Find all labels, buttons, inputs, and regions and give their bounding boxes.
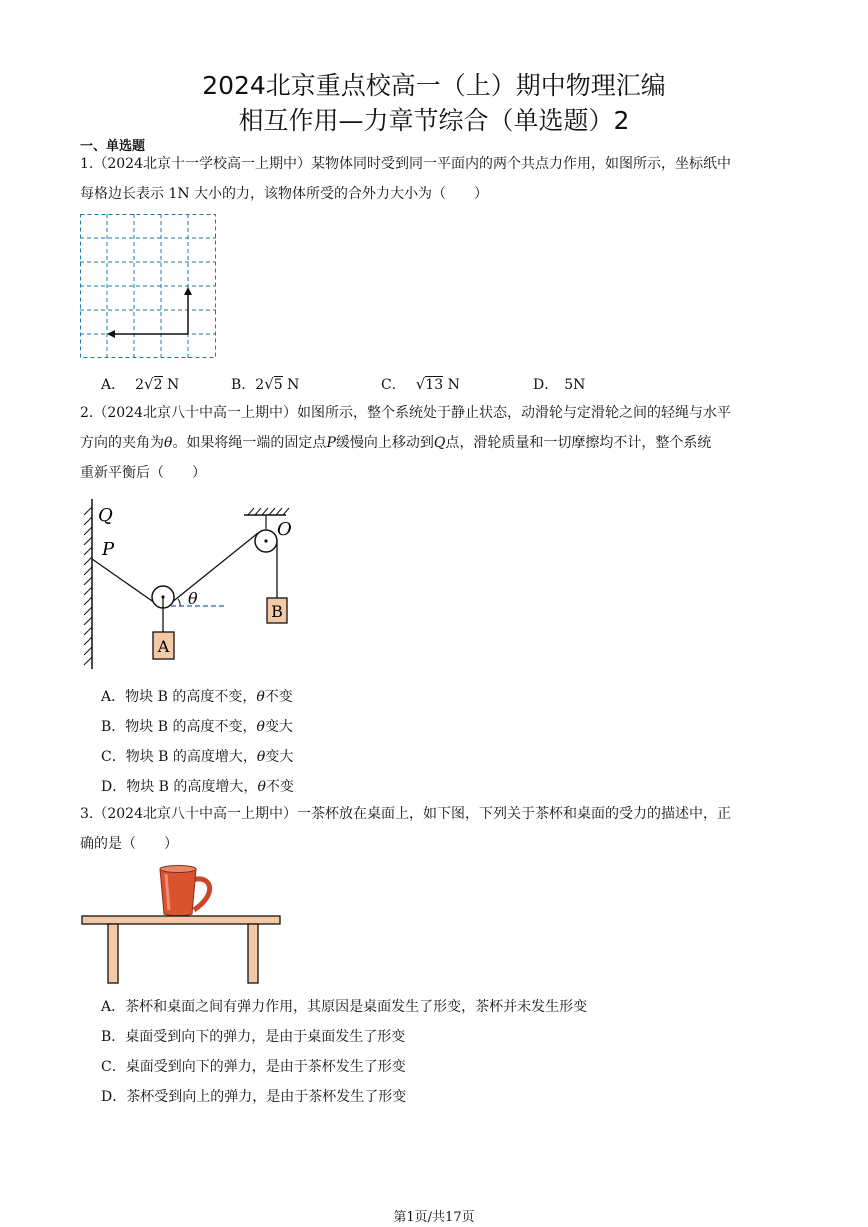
sqrt-symbol: √: [144, 375, 154, 393]
section-heading: 一、单选题: [80, 139, 146, 154]
q1-option-a[interactable]: A． 2√2 N: [101, 375, 180, 393]
q2-stem-line-1: 2.（2024北京八十中高一上期中）如图所示，整个系统处于静止状态，动滑轮与定滑轮之间的轻绳与水平: [80, 405, 731, 421]
q2-label-q: Q: [98, 505, 113, 526]
svg-text:B: B: [271, 602, 283, 621]
q2-option-a[interactable]: A．物块 B 的高度不变，θ不变: [101, 689, 293, 705]
title-line-2: 相互作用—力章节综合（单选题）2: [238, 106, 630, 135]
q2-label-o: O: [277, 519, 292, 540]
q3-option-a[interactable]: A．茶杯和桌面之间有弹力作用，其原因是桌面发生了形变，茶杯并未发生形变: [101, 999, 588, 1015]
q1-grid-lines: [80, 214, 216, 358]
svg-text:A: A: [157, 637, 170, 656]
q2-option-b[interactable]: B．物块 B 的高度不变，θ变大: [101, 719, 293, 735]
q1-option-d[interactable]: D． 5N: [533, 377, 586, 393]
q2-label-p: P: [102, 539, 115, 560]
q1-option-b[interactable]: B．2√5 N: [231, 375, 300, 393]
q1-option-c[interactable]: C． √13 N: [381, 375, 460, 393]
q2-label-theta: θ: [188, 589, 198, 608]
q3-table-leg-right: [248, 924, 258, 983]
q1-stem-line-1: 1.（2024北京十一学校高一上期中）某物体同时受到同一平面内的两个共点力作用，如图所示，坐标纸中: [80, 156, 731, 172]
q2-wall-hatching: [84, 507, 92, 665]
q1-force-grid-figure: [80, 214, 218, 360]
q1-stem-line-2: 每格边长表示 1N 大小的力，该物体所受的合外力大小为（ ）: [80, 186, 489, 202]
q2-option-c[interactable]: C．物块 B 的高度增大，θ变大: [101, 749, 294, 765]
q2-stem-line-2: 方向的夹角为θ。如果将绳一端的固定点P缓慢向上移动到Q点，滑轮质量和一切摩擦均不计，整个系统: [80, 435, 712, 451]
sqrt-symbol: √: [415, 375, 426, 393]
q2-option-d[interactable]: D．物块 B 的高度增大，θ不变: [101, 779, 294, 795]
q2-stem-line-3: 重新平衡后（ ）: [80, 465, 206, 481]
q3-stem-line-1: 3.（2024北京八十中高一上期中）一茶杯放在桌面上，如下图，下列关于茶杯和桌面的受力的描述中，正: [80, 806, 731, 822]
q3-option-d[interactable]: D．茶杯受到向上的弹力，是由于茶杯发生了形变: [101, 1089, 407, 1105]
q3-option-c[interactable]: C．桌面受到向下的弹力，是由于茶杯发生了形变: [101, 1059, 406, 1075]
q3-cup-on-table-figure: [80, 862, 286, 986]
q3-table-leg-left: [108, 924, 118, 983]
sqrt-symbol: √: [264, 375, 274, 393]
q3-table-top: [82, 916, 280, 924]
title-line-1: 2024北京重点校高一（上）期中物理汇编: [202, 71, 666, 100]
q2-ceiling-hatching: [248, 508, 289, 515]
q2-rope: [92, 559, 155, 603]
q3-stem-line-2: 确的是（ ）: [80, 836, 178, 852]
q2-pulley-figure: [80, 495, 310, 673]
q3-option-b[interactable]: B．桌面受到向下的弹力，是由于桌面发生了形变: [101, 1029, 406, 1045]
page-footer: 第1页/共17页: [393, 1210, 475, 1225]
